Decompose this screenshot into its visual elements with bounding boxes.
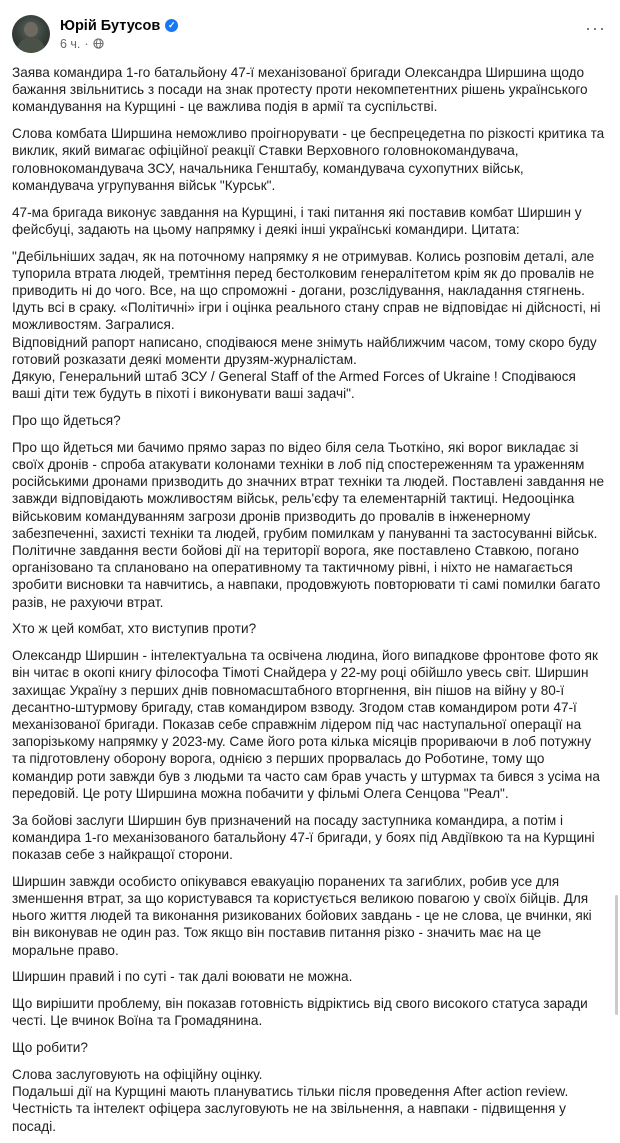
paragraph: Про що йдеться ми бачимо прямо зараз по відео біля села Тьоткіно, які ворог викладає зі своїх дронів - спроба атакувати колонами техніки в лоб під спостереженням та ураженням російськими дронами призводить до значних втрат техніки та людей. Поставлені завдання не завжди відповідають можливостям військ, рель'єфу та елементарній тактиці. Недооцінка військовим командуванням загрози дронів призводить до провалів в інженерному забезпеченні, захисті техніки та людей, грубим помилкам у пануванні та застосуванні військ. Політичне завдання вести бойові дії на території ворога, яке поставлено Ставкою, погано організовано та спланованo на оперативному та тактичному рівні, і ніхто не намагається зробити висновки та навчитись, а навпаки, продовжують повторювати ті самі помилки багато разів, не рахуючи втрат. xyxy=(12,439,605,610)
paragraph: Слова заслуговують на офіційну оцінку. Подальші дії на Курщині мають планувaтись тільки після проведення After action review. Честність та інтелект офіцера заслуговують не на звільнення, а навпаки - підвищення у посаді. xyxy=(12,1067,569,1134)
paragraph: Олександр Ширшин - інтелектуальна та освічена людина, його випадкове фронтове фото як він читає в окопі книгу філософа Тімоті Снайдера у 22-му році обійшло увесь світ. Ширшин захищає Україну з перших днів повномасштабного вторгнення, він пішов на війну у 80-ї десантно-штурмову бригаду, став командиром взводу. Згодом став командиром роти 47-ї механізованої бригади. Показав себе справжнім лідером під час наступальної операції на запорізькому напрямку у 2023-му. Саме його рота кілька місяців проривaючи в лоб потужну та підготовлену оборону ворога, однією з перших прорвалась до Роботине, тому що командир роти завжди був з людьми та часто сам брав участь у штурмах та бився з усіма на передовій. Це роту Ширшина можна побачити у фільмі Олега Сенцова "Реал". xyxy=(12,648,600,801)
separator-dot: · xyxy=(84,36,89,51)
post-body xyxy=(12,64,606,1135)
post-subline xyxy=(60,37,178,51)
paragraph: За бойові заслуги Ширшин був призначений на посаду заступника командира, а потім і командира 1-го механізованого батальйону 47-ї бригади, у боях під Авдіївкою та на Курщині показав себе з найкращої сторони. xyxy=(12,812,595,863)
section-question: Що робити? xyxy=(12,1040,88,1056)
more-options-icon[interactable]: ··· xyxy=(585,18,606,38)
paragraph: Ширшин правий і по суті - так далі воювати не можна. xyxy=(12,969,353,985)
section-question: Хто ж цей комбат, хто виступив проти? xyxy=(12,621,257,637)
section-question: Про що йдеться? xyxy=(12,413,121,429)
post-meta xyxy=(60,18,178,51)
author-name[interactable]: Юрій Бутусов xyxy=(60,17,161,34)
post-time[interactable]: 6 ч. xyxy=(60,36,81,51)
avatar-head-shape xyxy=(24,22,38,37)
author-row xyxy=(60,18,178,34)
globe-icon xyxy=(93,38,104,49)
paragraph: Слова комбата Ширшина неможливо проігнорувати - це беспрецедетна по різкості критика та виклик, який вимагає офіційної реакції Ставки Верховного головнокомандувача, головнокомандувача ЗСУ, начальника Генштабу, командувача сухопутних військ, командувача угрупування військ "Курськ". xyxy=(12,126,605,193)
paragraph: Заява командира 1-го батальйону 47-ї механізованої бригади Олександра Ширшина щодо бажання звільнитись з посади на знак протесту проти некомпетентних рішень українського командування на Курщині - це важлива подія в армії та суспільстві. xyxy=(12,65,588,115)
author-avatar[interactable] xyxy=(12,15,50,53)
verified-badge-icon: ✓ xyxy=(165,19,178,32)
paragraph: Що вирішити проблему, він показав готовність відріктись від свого високого статуса заради честі. Це вчинок Воїна та Громадянина. xyxy=(12,996,588,1029)
avatar-shoulders-shape xyxy=(17,37,45,53)
paragraph: 47-ма бригада виконує завдання на Курщині, і такі питання які поставив комбат Ширшин у фейсбуці, задають на цьому напрямку і деякі інші українські командири. Цитата: xyxy=(12,204,582,237)
paragraph: Ширшин завжди особисто опікувався евакуацію поранених та загиблих, робив усе для зменшення втрат, за що користувався та користується великою повагою у своїх бійців. Для нього життя людей та виконання ризикованих бойових завдань - це не слова, це вчинки, які він виконував не один раз. Тож якщо він поставив питання різко - значить має на це моральне право. xyxy=(12,873,592,958)
scrollbar-thumb[interactable] xyxy=(615,895,618,1015)
post-header xyxy=(12,10,606,58)
quote-paragraph: "Дебільніших задач, як на поточному напрямку я не отримував. Колись розповім деталі, але тупорила втрата людей, тремтіння перед бестолковим генералітетом крім як до провалів не приводить ні до чого. Все, на що спроможні - догани, розслідування, накладання стягнень. Ідуть всі в сраку. «Політичні» ігри і оцінка реального стану справ не відповідає ні дійсності, ні можливостям. Загралися. Відповідний рапорт написано, сподіваюся мене знімуть найближчим часом, тому скоро буду готовий розказати деякі моменти друзям-журналістам. Дякую, Генеральний штаб ЗСУ / General Staff of the Armed Forces of Ukraine ! Сподіваюся ваші діти теж будуть в піхоті і виконувати ваші задачі". xyxy=(12,248,601,402)
